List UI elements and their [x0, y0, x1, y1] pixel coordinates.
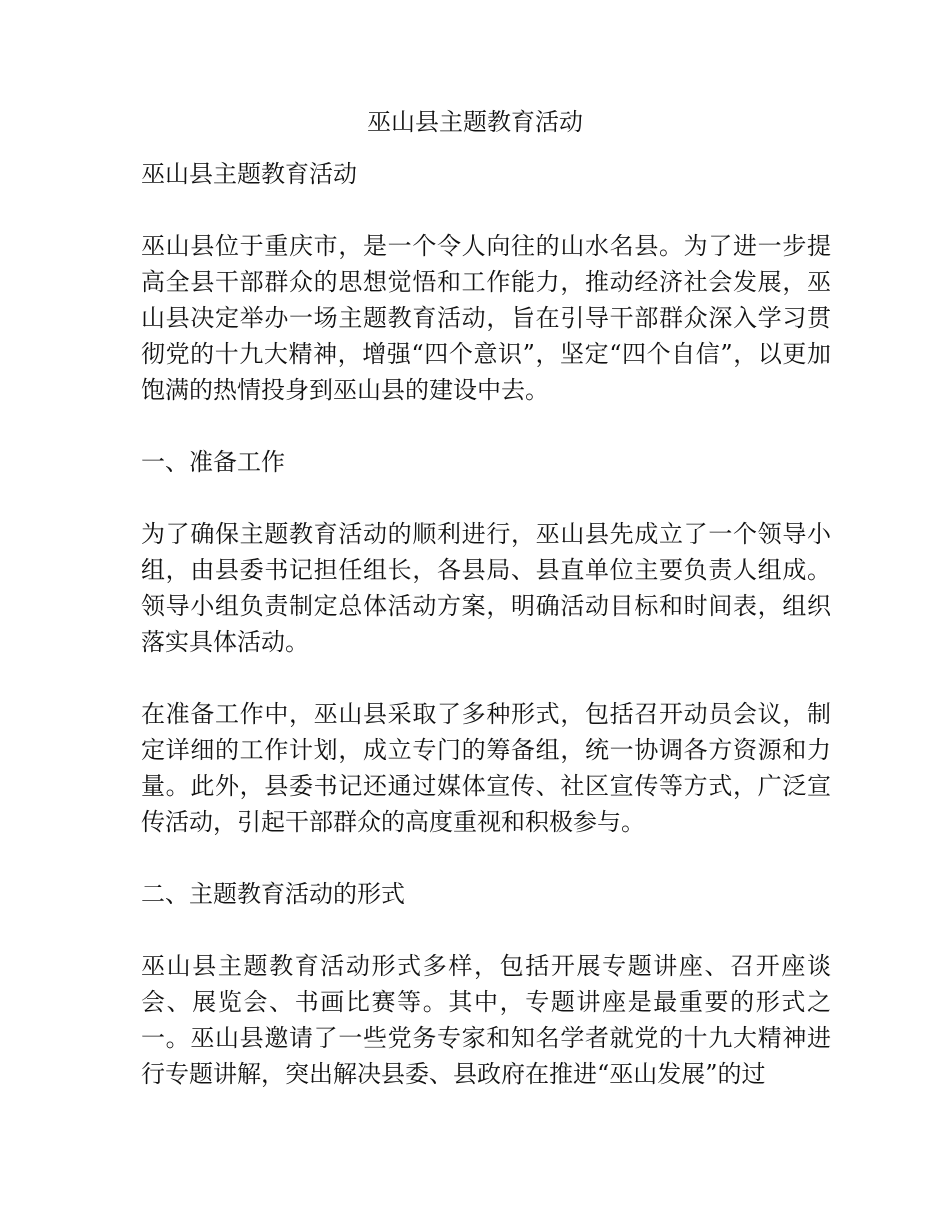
section-heading-forms: 二、主题教育活动的形式: [141, 880, 405, 908]
paragraph-intro: 巫山县位于重庆市，是一个令人向往的山水名县。为了进一步提高全县干部群众的思想觉悟和工作能力，推动经济社会发展，巫山县决定举办一场主题教育活动，旨在引导干部群众深入学习贯彻党的十九大精神，增强“四个意识”，坚定“四个自信”，以更加饱满的热情投身到巫山县的建设中去。: [141, 232, 831, 404]
paragraph-preparation-methods: 在准备工作中，巫山县采取了多种形式，包括召开动员会议，制定详细的工作计划，成立专门的筹备组，统一协调各方资源和力量。此外，县委书记还通过媒体宣传、社区宣传等方式，广泛宣传活动，引起干部群众的高度重视和积极参与。: [141, 700, 831, 836]
document-body: [141, 156, 831, 1128]
paragraph-activity-forms: 巫山县主题教育活动形式多样，包括开展专题讲座、召开座谈会、展览会、书画比赛等。其中，专题讲座是最重要的形式之一。巫山县邀请了一些党务专家和知名学者就党的十九大精神进行专题讲解，突出解决县委、县政府在推进“巫山发展”的过: [141, 952, 831, 1088]
section-heading-preparation: 一、准备工作: [141, 448, 285, 476]
document-subtitle: 巫山县主题教育活动: [141, 160, 357, 188]
paragraph-leadership-group: 为了确保主题教育活动的顺利进行，巫山县先成立了一个领导小组，由县委书记担任组长，各县局、县直单位主要负责人组成。领导小组负责制定总体活动方案，明确活动目标和时间表，组织落实具体活动。: [141, 520, 831, 656]
document-title: 巫山县主题教育活动: [367, 108, 583, 136]
